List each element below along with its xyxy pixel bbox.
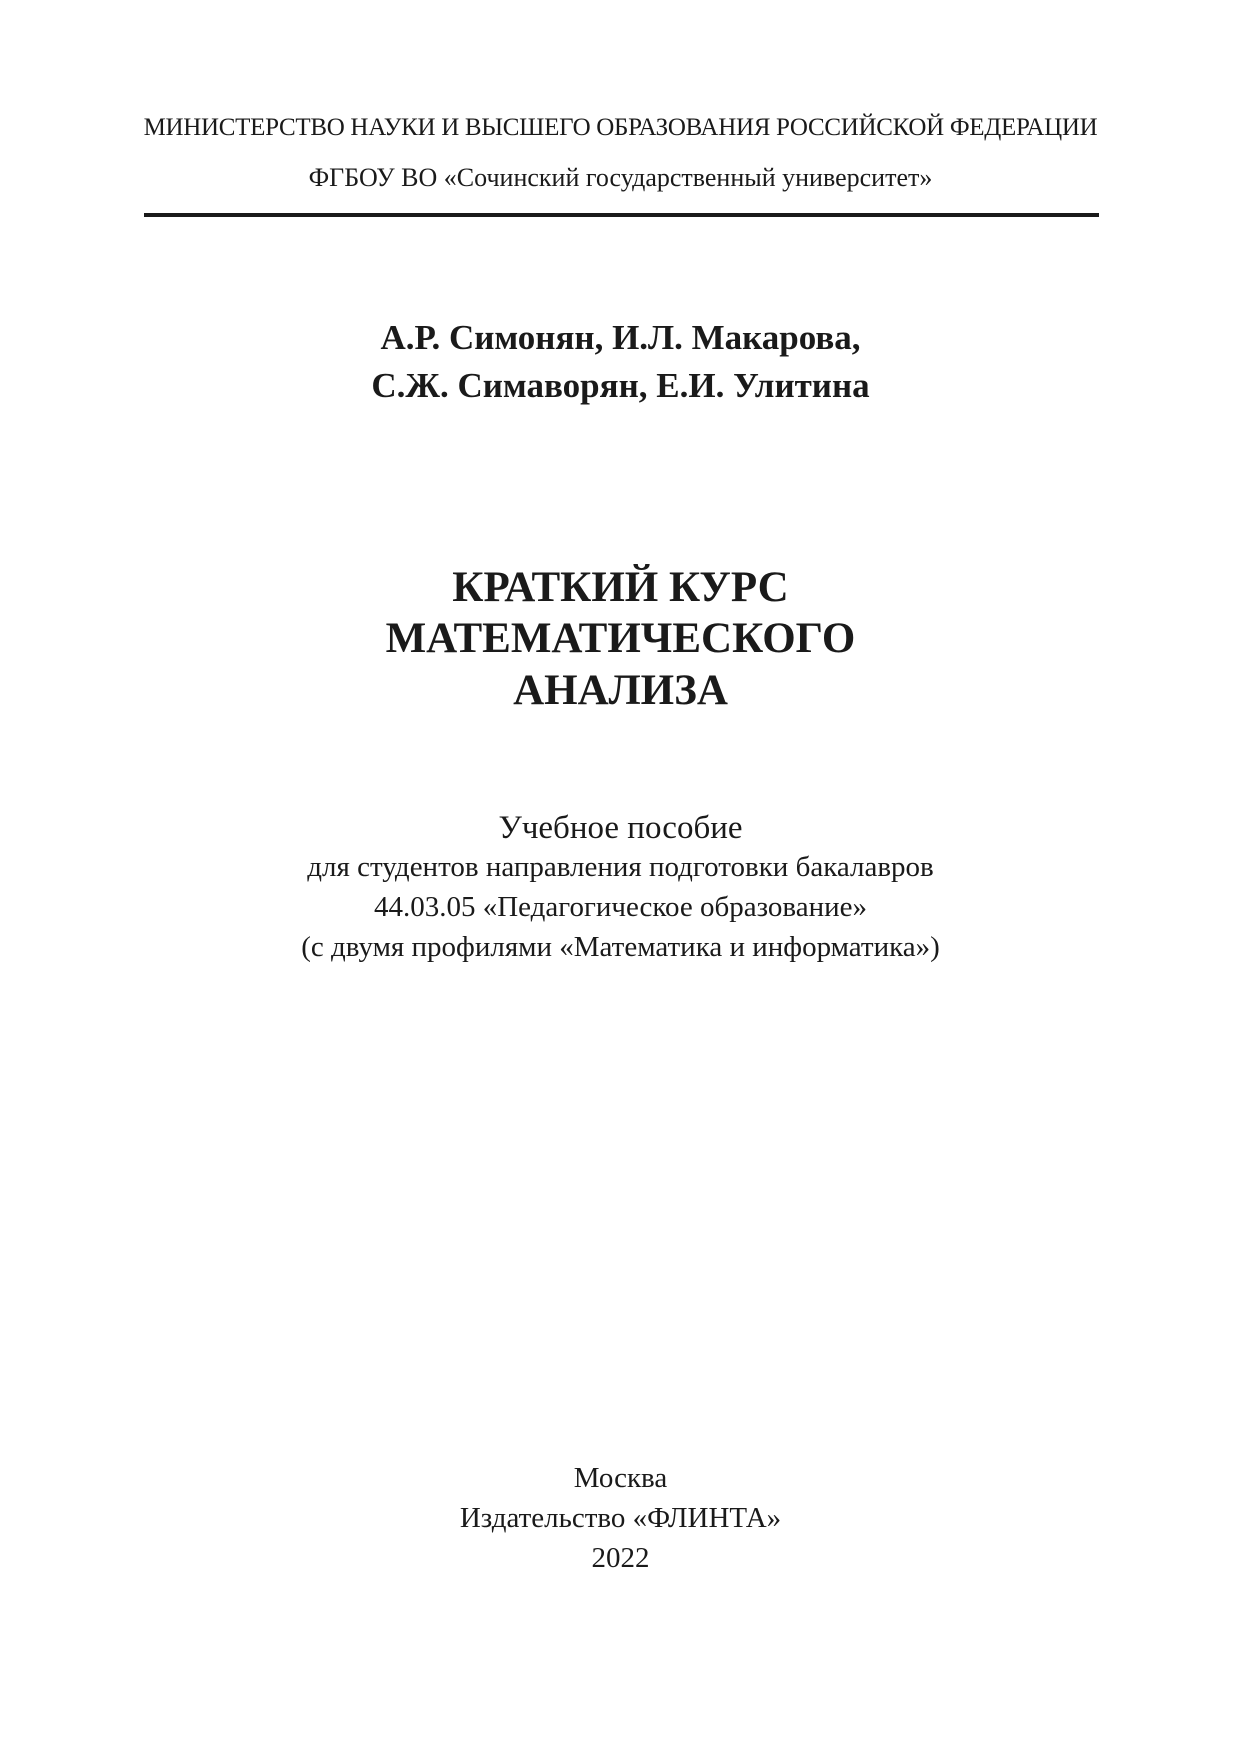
university-name: ФГБОУ ВО «Сочинский государственный университет» xyxy=(308,163,933,192)
publication-description-line-2: 44.03.05 «Педагогическое образование» xyxy=(373,891,868,923)
book-title-line-1: КРАТКИЙ КУРС xyxy=(452,564,789,611)
imprint-city: Москва xyxy=(573,1462,668,1494)
publication-description-line-1: для студентов направления подготовки бакалавров xyxy=(307,851,934,883)
imprint-publisher: Издательство «ФЛИНТА» xyxy=(459,1502,782,1534)
header-divider xyxy=(144,213,1099,217)
authors-line-1: А.Р. Симонян, И.Л. Макарова, xyxy=(380,318,861,357)
imprint-year: 2022 xyxy=(591,1542,650,1574)
authors-line-2: С.Ж. Симаворян, Е.И. Улитина xyxy=(371,366,870,405)
book-title-line-2: МАТЕМАТИЧЕСКОГО xyxy=(385,615,856,662)
book-title-line-3: АНАЛИЗА xyxy=(513,667,728,714)
publication-type: Учебное пособие xyxy=(498,810,743,846)
ministry-name: МИНИСТЕРСТВО НАУКИ И ВЫСШЕГО ОБРАЗОВАНИЯ РОССИЙСКОЙ ФЕДЕРАЦИИ xyxy=(143,114,1098,141)
publication-description-line-3: (с двумя профилями «Математика и информатика») xyxy=(301,931,940,963)
